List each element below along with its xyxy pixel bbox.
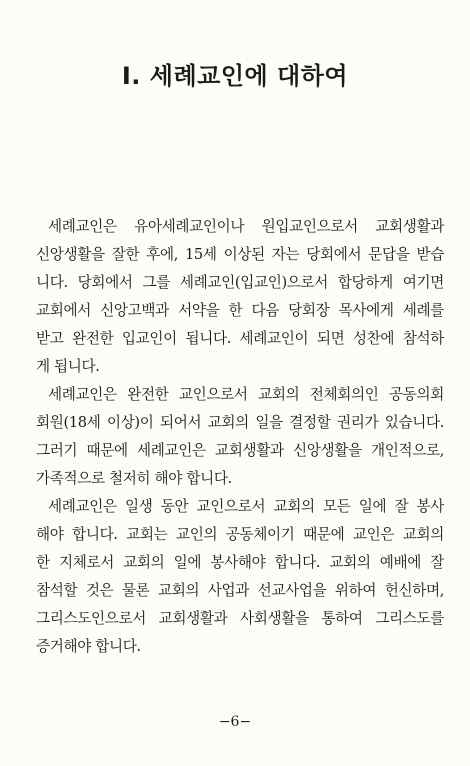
text-line: 게 됩니다. bbox=[36, 358, 100, 375]
body-text bbox=[36, 213, 444, 661]
text-line: 받고 완전한 입교인이 됩니다. 세례교인이 되면 성찬에 참석하 bbox=[36, 330, 444, 347]
text-line: 니다. 당회에서 그를 세례교인(입교인)으로서 합당하게 여기면 bbox=[36, 274, 444, 291]
paragraph-3 bbox=[36, 493, 444, 661]
text-line: 가족적으로 철저히 해야 합니다. bbox=[36, 470, 232, 487]
text-line: 해야 합니다. 교회는 교인의 공동체이기 때문에 교인은 교회의 bbox=[36, 526, 444, 543]
text-line: 세례교인은 유아세례교인이나 원입교인으로서 교회생활과 bbox=[48, 218, 444, 235]
page-number: −6− bbox=[218, 714, 252, 730]
paragraph-2 bbox=[36, 381, 444, 493]
text-line: 회원(18세 이상)이 되어서 교회의 일을 결정할 권리가 있습니다. bbox=[36, 414, 444, 431]
text-line: 교회에서 신앙고백과 서약을 한 다음 당회장 목사에게 세례를 bbox=[36, 302, 444, 319]
text-line: 세례교인은 일생 동안 교인으로서 교회의 모든 일에 잘 봉사 bbox=[48, 498, 444, 515]
text-line: 세례교인은 완전한 교인으로서 교회의 전체회의인 공동의회 bbox=[48, 386, 444, 403]
text-line: 신앙생활을 잘한 후에, 15세 이상된 자는 당회에서 문답을 받습 bbox=[36, 246, 444, 263]
chapter-title: I. 세례교인에 대하여 bbox=[121, 62, 349, 90]
text-line: 참석할 것은 물론 교회의 사업과 선교사업을 위하여 헌신하며, bbox=[36, 582, 444, 599]
text-line: 증거해야 합니다. bbox=[36, 638, 141, 655]
text-line: 한 지체로서 교회의 일에 봉사해야 합니다. 교회의 예배에 잘 bbox=[36, 554, 444, 571]
paragraph-1 bbox=[36, 213, 444, 381]
text-line: 그리스도인으로서 교회생활과 사회생활을 통하여 그리스도를 bbox=[36, 610, 444, 627]
text-line: 그러기 때문에 세례교인은 교회생활과 신앙생활을 개인적으로, bbox=[36, 442, 444, 459]
